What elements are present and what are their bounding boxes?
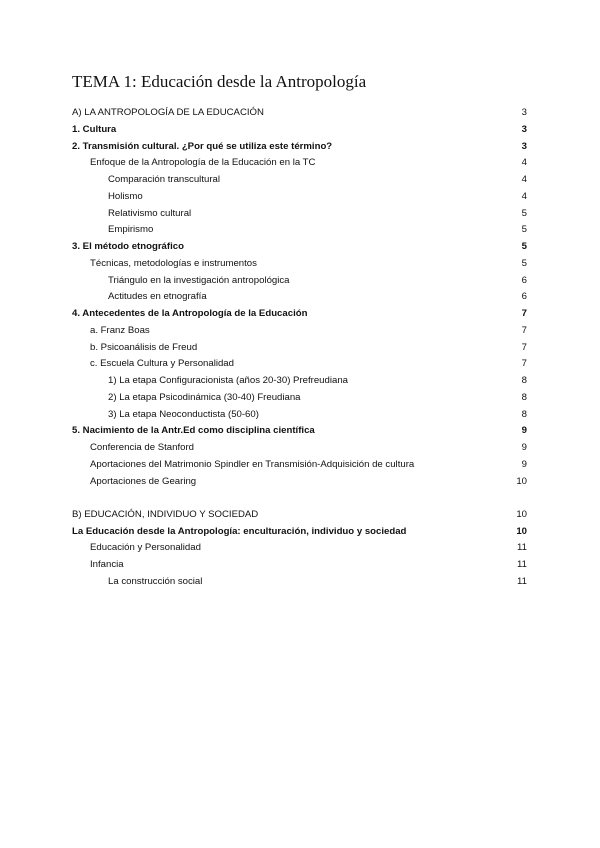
toc-entry[interactable] [72, 139, 527, 156]
toc-entry-label: A) LA ANTROPOLOGÍA DE LA EDUCACIÓN [72, 107, 264, 118]
toc-entry[interactable] [72, 557, 527, 574]
toc-entry-label: 3. El método etnográfico [72, 241, 184, 252]
toc-entry[interactable] [72, 239, 527, 256]
toc-page-number: 7 [521, 324, 527, 336]
toc-page-number: 4 [521, 174, 527, 185]
toc-page-number: 7 [521, 341, 527, 353]
toc-entry[interactable] [72, 105, 527, 122]
toc-page-number: 6 [521, 274, 527, 286]
toc-page-number: 8 [521, 391, 527, 403]
toc-entry-label: 1. Cultura [72, 123, 117, 135]
toc-page-number: 9 [521, 458, 527, 470]
toc-page-number: 5 [521, 257, 527, 269]
toc-entry[interactable] [72, 323, 527, 340]
toc-entry-label: 4. Antecedentes de la Antropología de la Educación [72, 308, 308, 319]
toc-entry-label: Infancia [90, 559, 124, 570]
toc-page-number: 10 [516, 475, 527, 487]
toc-entry-label: La construcción social [108, 575, 203, 587]
toc-entry[interactable] [72, 457, 527, 474]
toc-entry[interactable] [72, 507, 527, 524]
toc-entry-label: Actitudes en etnografía [108, 291, 207, 303]
toc-entry-label: Aportaciones de Gearing [90, 475, 197, 487]
toc-entry[interactable] [72, 340, 527, 357]
toc-entry[interactable] [72, 440, 527, 457]
toc-page-number: 7 [521, 358, 527, 370]
toc-entry[interactable] [72, 222, 527, 239]
toc-page-number: 9 [521, 425, 527, 437]
toc-entry[interactable] [72, 206, 527, 223]
toc-entry-label: La Educación desde la Antropología: enculturación, individuo y sociedad [72, 525, 407, 537]
toc-page-number: 5 [521, 224, 527, 236]
toc-entry[interactable] [72, 540, 527, 557]
toc-entry[interactable] [72, 273, 527, 290]
toc-entry[interactable] [72, 390, 527, 407]
toc-entry[interactable] [72, 122, 527, 139]
toc-entry[interactable] [72, 172, 527, 189]
toc-entry-label: Técnicas, metodologías e instrumentos [90, 257, 257, 269]
toc-entry[interactable] [72, 373, 527, 390]
toc-entry[interactable] [72, 423, 527, 440]
toc-page-number: 3 [521, 140, 527, 152]
toc-entry-label: c. Escuela Cultura y Personalidad [90, 358, 234, 370]
toc-page-number: 5 [521, 207, 527, 219]
toc-page-number: 11 [517, 559, 527, 570]
toc-entry[interactable] [72, 256, 527, 273]
toc-page-number: 8 [521, 375, 527, 386]
toc-entry[interactable] [72, 289, 527, 306]
toc-entry-label: Aportaciones del Matrimonio Spindler en Transmisión-Adquisición de cultura [90, 458, 415, 470]
toc-entry-label: a. Franz Boas [90, 324, 150, 336]
toc-entry[interactable] [72, 524, 527, 541]
toc-entry-label: b. Psicoanálisis de Freud [90, 341, 198, 353]
section-spacer [72, 490, 527, 507]
toc-page-number: 5 [521, 241, 527, 252]
toc-page-number: 3 [521, 107, 527, 118]
toc-page-number: 7 [521, 308, 527, 319]
toc-entry[interactable] [72, 189, 527, 206]
toc-entry-label: Conferencia de Stanford [90, 442, 194, 453]
toc-entry-label: Comparación transcultural [108, 174, 220, 185]
toc-entry-label: Educación y Personalidad [90, 542, 201, 554]
toc-page-number: 4 [521, 157, 527, 169]
toc-entry-label: 3) La etapa Neoconductista (50-60) [108, 408, 259, 420]
toc-entry[interactable] [72, 356, 527, 373]
toc-page-number: 10 [516, 525, 527, 537]
toc-entry-label: Enfoque de la Antropología de la Educación en la TC [90, 157, 316, 169]
toc-entry[interactable] [72, 306, 527, 323]
toc-page-number: 8 [521, 408, 527, 420]
toc-entry-label: Triángulo en la investigación antropológica [108, 274, 290, 286]
toc-entry-label: 2. Transmisión cultural. ¿Por qué se utiliza este término? [72, 140, 333, 152]
toc-page-number: 3 [521, 123, 527, 135]
toc-entry-label: B) EDUCACIÓN, INDIVIDUO Y SOCIEDAD [72, 508, 259, 520]
toc-entry[interactable] [72, 155, 527, 172]
toc-page-number: 4 [521, 190, 527, 202]
toc-page-number: 10 [516, 508, 527, 520]
document-title: TEMA 1: Educación desde la Antropología [72, 72, 367, 91]
toc-entry-label: Relativismo cultural [108, 207, 192, 219]
toc-entry-label: 2) La etapa Psicodinámica (30-40) Freudiana [108, 391, 301, 403]
toc-page-number: 9 [521, 442, 527, 453]
toc-entry-label: Empirismo [108, 224, 154, 236]
toc-entry-label: 5. Nacimiento de la Antr.Ed como disciplina científica [72, 425, 315, 437]
toc-page-number: 6 [521, 291, 527, 303]
toc-page-number: 11 [517, 542, 527, 554]
toc-entry-label: 1) La etapa Configuracionista (años 20-30) Prefreudiana [108, 375, 348, 386]
toc-entry[interactable] [72, 407, 527, 424]
toc-entry-label: Holismo [108, 190, 143, 202]
toc-entry[interactable] [72, 574, 527, 591]
table-of-contents [72, 105, 527, 591]
toc-entry[interactable] [72, 474, 527, 491]
toc-page-number: 11 [517, 575, 527, 587]
